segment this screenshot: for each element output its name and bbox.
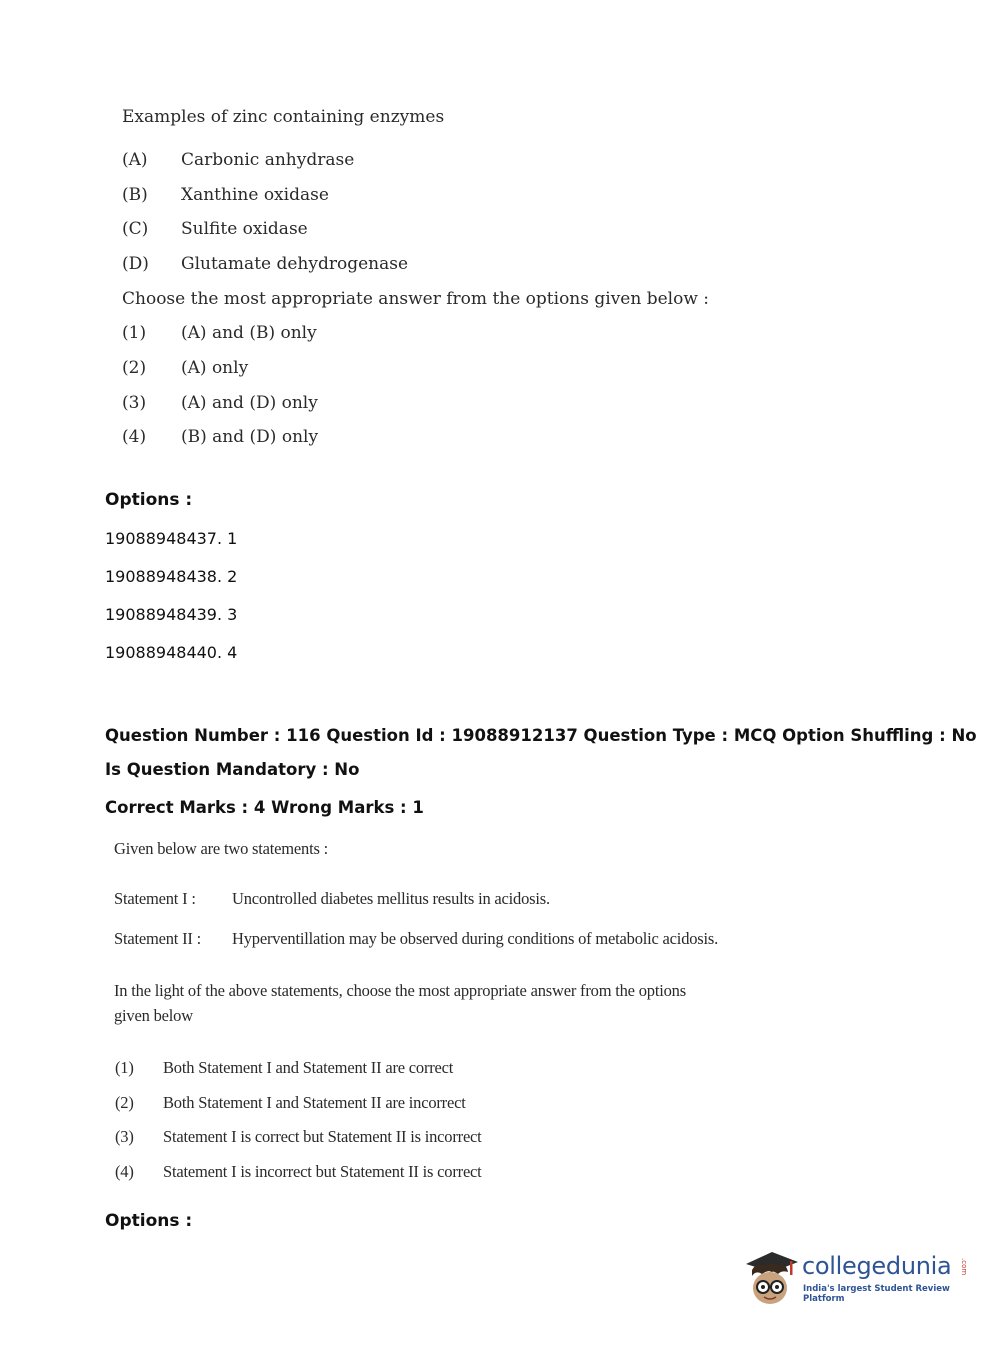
item-text: Glutamate dehydrogenase bbox=[181, 254, 409, 274]
choice-text: (A) only bbox=[181, 358, 249, 378]
q115-choice-3 bbox=[122, 393, 522, 415]
q116-options-heading: Options : bbox=[105, 1211, 193, 1231]
q115-item-d bbox=[122, 254, 522, 276]
options-heading: Options : bbox=[105, 490, 193, 510]
item-label: (D) bbox=[122, 254, 149, 274]
q116-choice-2 bbox=[115, 1093, 555, 1115]
item-label: (C) bbox=[122, 219, 149, 239]
statement-1 bbox=[114, 889, 754, 911]
q115-choice-2 bbox=[122, 358, 522, 380]
choice-text: (A) and (D) only bbox=[181, 393, 318, 413]
q115-prompt: Choose the most appropriate answer from the options given below : bbox=[122, 289, 710, 309]
q116-prompt-line1: In the light of the above statements, choose the most appropriate answer from the options bbox=[114, 981, 686, 1000]
q116-choice-3 bbox=[115, 1127, 555, 1149]
question-marks: Correct Marks : 4 Wrong Marks : 1 bbox=[105, 798, 424, 817]
question-mandatory: Is Question Mandatory : No bbox=[105, 760, 360, 779]
choice-text: (B) and (D) only bbox=[181, 427, 319, 447]
choice-label: (4) bbox=[115, 1162, 134, 1181]
q115-choice-4 bbox=[122, 427, 522, 449]
statement-text: Hyperventillation may be observed during conditions of metabolic acidosis. bbox=[232, 929, 719, 948]
logo-com: .com bbox=[960, 1258, 968, 1276]
statement-label: Statement I : bbox=[114, 889, 196, 908]
question-meta-line: Question Number : 116 Question Id : 19088912137 Question Type : MCQ Option Shuffling : No bbox=[105, 726, 977, 745]
option-3[interactable]: 19088948439. 3 bbox=[105, 605, 238, 624]
choice-label: (4) bbox=[122, 427, 147, 447]
q116-choice-4 bbox=[115, 1162, 555, 1184]
item-text: Xanthine oxidase bbox=[181, 185, 329, 205]
q116-intro: Given below are two statements : bbox=[114, 839, 328, 858]
choice-label: (1) bbox=[122, 323, 147, 343]
option-2[interactable]: 19088948438. 2 bbox=[105, 567, 238, 586]
q115-title: Examples of zinc containing enzymes bbox=[122, 107, 445, 127]
statement-text: Uncontrolled diabetes mellitus results in acidosis. bbox=[232, 889, 550, 908]
logo-tagline: India's largest Student Review Platform bbox=[803, 1284, 950, 1304]
choice-label: (2) bbox=[115, 1093, 134, 1112]
choice-label: (1) bbox=[115, 1058, 134, 1077]
statement-label: Statement II : bbox=[114, 929, 202, 948]
choice-text: (A) and (B) only bbox=[181, 323, 317, 343]
choice-label: (3) bbox=[115, 1127, 134, 1146]
q116-prompt-line2: given below bbox=[114, 1006, 193, 1025]
choice-text: Both Statement I and Statement II are incorrect bbox=[163, 1093, 466, 1112]
item-text: Sulfite oxidase bbox=[181, 219, 308, 239]
item-text: Carbonic anhydrase bbox=[181, 150, 355, 170]
statement-2 bbox=[114, 929, 754, 951]
choice-text: Statement I is incorrect but Statement II is correct bbox=[163, 1162, 482, 1181]
mascot-icon bbox=[742, 1248, 802, 1310]
q115-item-a bbox=[122, 150, 522, 172]
q115-item-c bbox=[122, 219, 522, 241]
choice-label: (2) bbox=[122, 358, 147, 378]
item-label: (B) bbox=[122, 185, 148, 205]
option-4[interactable]: 19088948440. 4 bbox=[105, 643, 238, 662]
choice-label: (3) bbox=[122, 393, 147, 413]
q115-item-b bbox=[122, 185, 522, 207]
logo-wordmark: collegedunia bbox=[802, 1252, 952, 1280]
collegedunia-logo[interactable] bbox=[742, 1248, 972, 1318]
q116-choice-1 bbox=[115, 1058, 555, 1080]
choice-text: Both Statement I and Statement II are correct bbox=[163, 1058, 454, 1077]
q115-choice-1 bbox=[122, 323, 522, 345]
option-1[interactable]: 19088948437. 1 bbox=[105, 529, 238, 548]
choice-text: Statement I is correct but Statement II is incorrect bbox=[163, 1127, 482, 1146]
item-label: (A) bbox=[122, 150, 148, 170]
